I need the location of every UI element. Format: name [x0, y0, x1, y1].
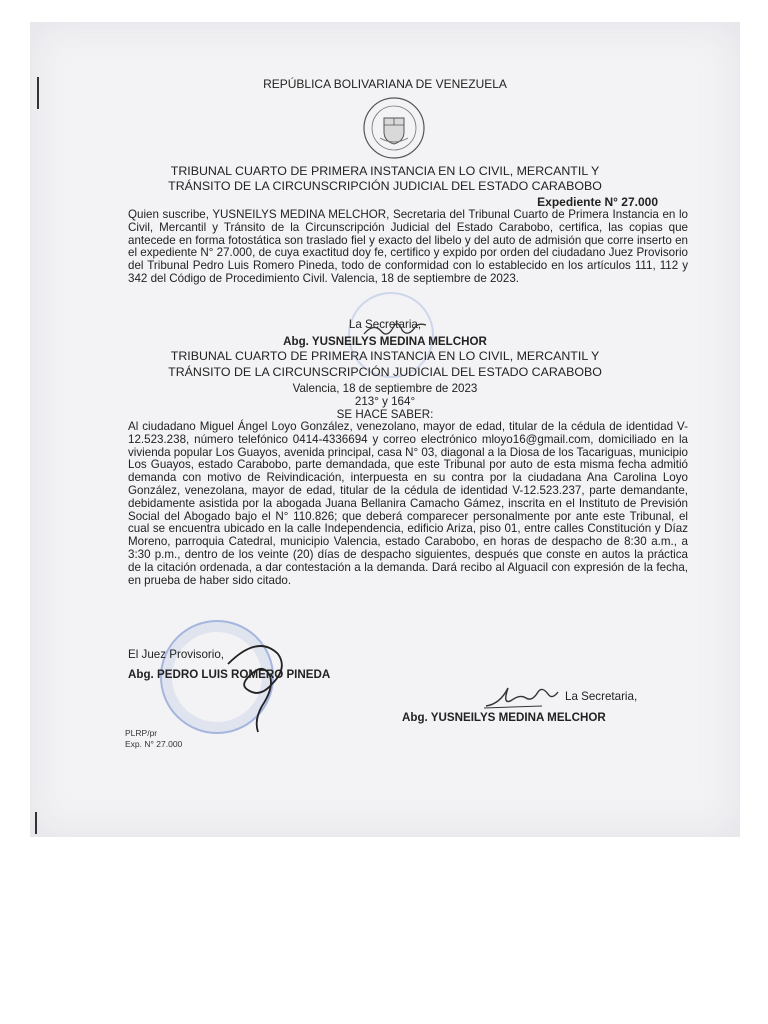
- notice-years: 213° y 164°: [354, 395, 416, 408]
- certification-signer: Abg. YUSNEILYS MEDINA MELCHOR: [283, 335, 487, 348]
- country-heading: REPÚBLICA BOLIVARIANA DE VENEZUELA: [263, 77, 507, 91]
- scan-edge-mark: [35, 812, 37, 834]
- coat-of-arms-seal-icon: [362, 96, 426, 160]
- footer-initials: PLRP/pr: [125, 728, 158, 738]
- notice-court-line2: TRÁNSITO DE LA CIRCUNSCRIPCIÓN JUDICIAL DEL ESTADO CARABOBO: [168, 365, 602, 379]
- notice-court-line1: TRIBUNAL CUARTO DE PRIMERA INSTANCIA EN LO CIVIL, MERCANTIL Y: [170, 349, 600, 363]
- court-name-line1: TRIBUNAL CUARTO DE PRIMERA INSTANCIA EN LO CIVIL, MERCANTIL Y: [170, 164, 600, 178]
- notice-date: Valencia, 18 de septiembre de 2023: [292, 382, 478, 395]
- notice-paragraph: Al ciudadano Miguel Ángel Loyo González, venezolano, mayor de edad, titular de la cédula de identidad V-12.523.238, número telefónico 0414-4336694 y correo electrónico mloyo16@gmail.com, domiciliado en la vivienda popular Los Guayos, avenida principal, casa N° 03, diagonal a la Diosa de los Tacariguas, municipio Los Guayos, estado Carabobo, parte demandada, que este Tribunal por auto de esta misma fecha admitió demanda con motivo de Reivindicación, interpuesta en su contra por la ciudadana Ana Carolina Loyo González, venezolana, mayor de edad, titular de la cédula de identidad V-12.523.237, parte demandante, debidamente asistida por la abogada Juana Bellanira Camacho Gámez, inscrita en el Instituto de Previsión Social del Abogado bajo el N° 110.826; que deberá comparecer personalmente por ante este Tribunal, el cual se encuentra ubicado en la calle Independencia, edificio Ariza, piso 01, entre calles Constitución y Díaz Moreno, parroquia Catedral, municipio Valencia, estado Carabobo, en horas de despacho de 8:30 a.m., a 3:30 p.m., dentro de los veinte (20) días de despacho siguientes, después que conste en autos la práctica de la citación ordenada, a dar contestación a la demanda. Dará recibo al Alguacil con expresión de la fecha, en prueba de haber sido citado.: [128, 420, 688, 587]
- secretary-role: La Secretaria,: [565, 690, 638, 703]
- footer-exp-number: Exp. N° 27.000: [125, 739, 183, 749]
- judge-role: El Juez Provisorio,: [128, 648, 225, 661]
- document-page: [30, 22, 740, 837]
- judge-name: Abg. PEDRO LUIS ROMERO PINEDA: [128, 668, 331, 681]
- secretary-name: Abg. YUSNEILYS MEDINA MELCHOR: [402, 711, 606, 724]
- court-name-line2: TRÁNSITO DE LA CIRCUNSCRIPCIÓN JUDICIAL DEL ESTADO CARABOBO: [168, 179, 602, 193]
- secretary-final-signature-icon: [482, 684, 562, 712]
- expediente-number: Expediente N° 27.000: [537, 195, 658, 209]
- certification-role: La Secretaria,: [348, 318, 422, 331]
- notice-heading: SE HACE SABER:: [336, 408, 434, 421]
- certification-paragraph: Quien suscribe, YUSNEILYS MEDINA MELCHOR, Secretaria del Tribunal Cuarto de Primera Instancia en lo Civil, Mercantil y Tránsito de la Circunscripción Judicial del Estado Carabobo, certifica, las copias que antecede en forma fotostática son traslado fiel y exacto del libelo y del auto de admisión que corre inserto en el expediente N° 27.000, de cuya exactitud doy fe, certifico y expido por orden del ciudadano Juez Provisorio del Tribunal Pedro Luis Romero Pineda, todo de conformidad con lo establecido en los artículos 111, 112 y 342 del Código de Procedimiento Civil. Valencia, 18 de septiembre de 2023.: [128, 208, 688, 285]
